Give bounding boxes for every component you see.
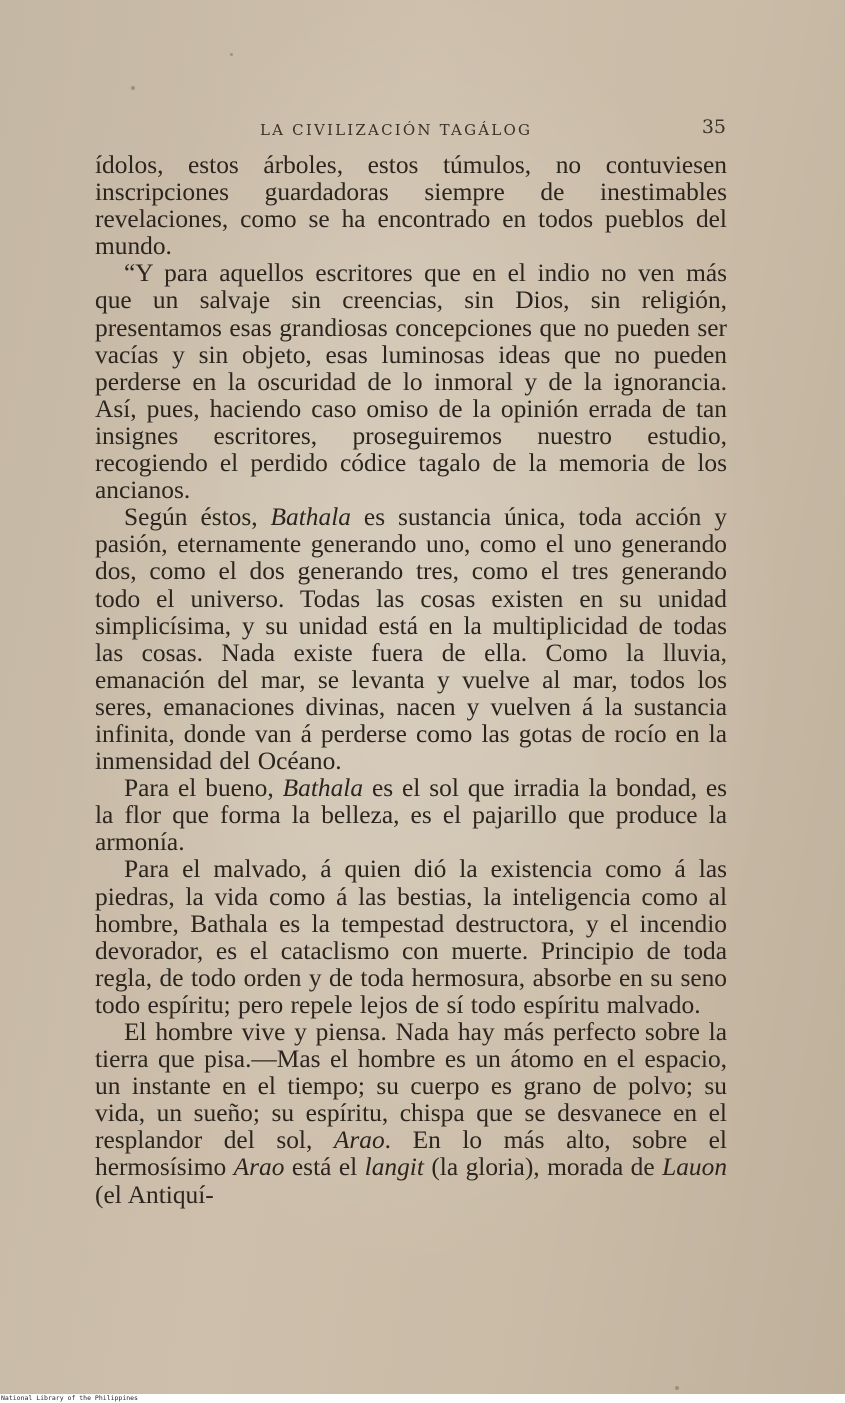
page-number: 35 [701, 116, 726, 138]
italic-term: Arao [233, 1153, 285, 1182]
paragraph [95, 504, 727, 775]
italic-term: langit [364, 1153, 424, 1182]
italic-term: Bathala [282, 774, 364, 803]
paragraph [95, 260, 727, 504]
text-run: El hombre vive y piensa. Nada hay más perfecto sobre la tierra que pisa.—Mas el hombre es un átomo en el espacio, un instante en el tiempo; su cuerpo es grano de polvo; su vida, un sueño; su espíritu, chispa que se desvanece en el resplandor del sol, [95, 1018, 727, 1155]
italic-term: Bathala [270, 503, 351, 532]
text-run: Para el malvado, á quien dió la existencia como á las piedras, la vida como á las bestias, la inteligencia como al hombre, Bathala es la tempestad destructora, y el incendio devorador, es el cataclismo con muerte. Principio de toda regla, de todo orden y de toda hermosura, absorbe en su seno todo espíritu; pero repele lejos de sí todo espíritu malvado. [95, 855, 727, 1019]
page-header [96, 118, 726, 148]
paragraph [95, 1019, 727, 1209]
paragraph [95, 856, 727, 1019]
text-run: . En lo más alto, sobre el hermosísimo [95, 1126, 727, 1182]
text-run: es el sol que irradia la bondad, es la flor que forma la belleza, es el pajarillo que produce la armonía. [95, 774, 727, 857]
paragraph [95, 775, 727, 856]
text-run: (el Antiquí- [95, 1180, 214, 1209]
body-text [95, 152, 727, 1209]
italic-term: Arao [333, 1126, 385, 1155]
running-title: LA CIVILIZACIÓN TAGÁLOG [260, 121, 533, 139]
text-run: Para el bueno, [124, 774, 283, 803]
ink-speck [230, 53, 233, 56]
text-run: Según éstos, [124, 503, 271, 532]
text-run: (la gloria), morada de [423, 1153, 663, 1182]
ink-speck [675, 1386, 679, 1390]
library-credit: National Library of the Philippines [0, 1394, 845, 1403]
text-run: ídolos, estos árboles, estos túmulos, no contuviesen inscripciones guardadoras siempre de inestimables revelaciones, como se ha encontrado en todos pueblos del mundo. [95, 151, 727, 261]
paragraph [95, 152, 727, 260]
text-run: es sustancia única, toda acción y pasión, eternamente generando uno, como el uno generando dos, como el dos generando tres, como el tres generando todo el universo. Todas las cosas existen en su unidad simplicísima, y su unidad está en la multiplicidad de todas las cosas. Nada existe fuera de ella. Como la lluvia, emanación del mar, se levanta y vuelve al mar, todos los seres, emanaciones divinas, nacen y vuelven á la sustancia infinita, donde van á perderse como las gotas de rocío en la inmensidad del Océano. [95, 503, 727, 776]
text-run: está el [284, 1153, 365, 1182]
italic-term: Lauon [662, 1153, 728, 1182]
text-run: “Y para aquellos escritores que en el indio no ven más que un salvaje sin creencias, sin Dios, sin religión, presentamos esas grandiosas concepciones que no pueden ser vacías y sin objeto, esas luminosas ideas que no pueden perderse en la oscuridad de lo inmoral y de la ignorancia. Así, pues, haciendo caso omiso de la opinión errada de tan insignes escritores, proseguiremos nuestro estudio, recogiendo el perdido códice tagalo de la memoria de los ancianos. [95, 259, 727, 505]
ink-speck [131, 86, 135, 90]
